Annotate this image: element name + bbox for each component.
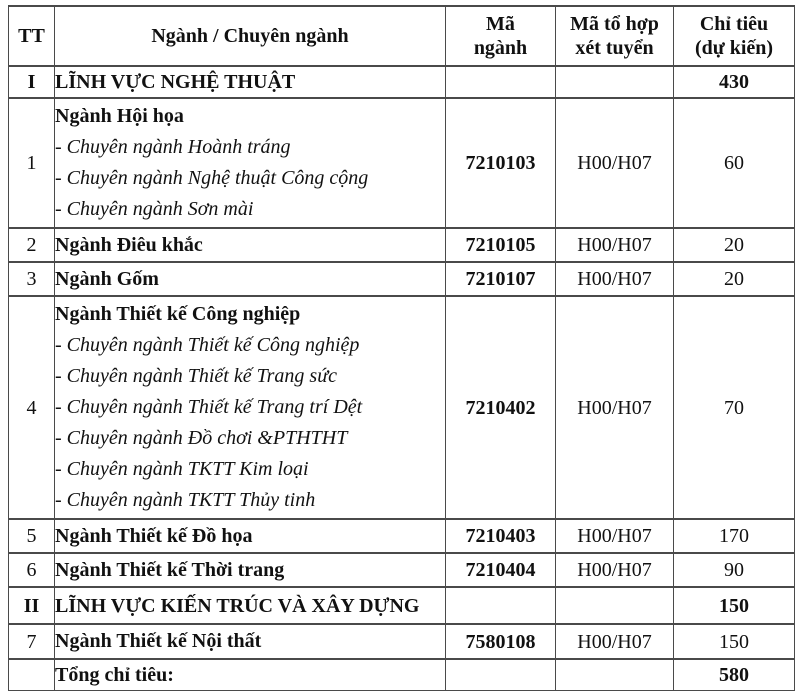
row-ma-to-hop: H00/H07 (556, 98, 674, 228)
table-row-major-7 (9, 624, 795, 659)
row-chi-tieu: 20 (674, 228, 795, 262)
row-ma-to-hop: H00/H07 (556, 296, 674, 519)
row-ma-nganh (446, 659, 556, 691)
major-name: Ngành Hội họa (55, 105, 184, 127)
row-ma-nganh: 7210107 (446, 262, 556, 296)
major-name-cell (55, 624, 446, 659)
row-ma-to-hop: H00/H07 (556, 228, 674, 262)
row-tt: 6 (9, 553, 55, 587)
header-ma-to-hop-line1: Mã tổ hợp (570, 13, 659, 35)
table-row-major-2 (9, 228, 795, 262)
row-ma-to-hop: H00/H07 (556, 262, 674, 296)
table-row-section-II (9, 587, 795, 624)
sub-specialization: - Chuyên ngành Đồ chơi &PTHTHT (55, 427, 348, 449)
row-tt: 2 (9, 228, 55, 262)
sub-specialization: - Chuyên ngành Sơn mài (55, 198, 254, 220)
row-chi-tieu: 170 (674, 519, 795, 553)
header-ma-nganh-line1: Mã (486, 13, 515, 35)
row-chi-tieu: 150 (674, 587, 795, 624)
major-name: Ngành Thiết kế Đồ họa (55, 524, 253, 547)
row-chi-tieu: 580 (674, 659, 795, 691)
row-chi-tieu: 90 (674, 553, 795, 587)
row-ma-to-hop (556, 66, 674, 98)
sub-specialization: - Chuyên ngành TKTT Thủy tinh (55, 489, 316, 511)
row-ma-nganh: 7210402 (446, 296, 556, 519)
section-name (55, 587, 446, 624)
row-chi-tieu: 430 (674, 66, 795, 98)
header-chi-tieu-line2: (dự kiến) (694, 37, 774, 59)
major-name-cell (55, 553, 446, 587)
section-name-text: LĨNH VỰC NGHỆ THUẬT (55, 71, 296, 93)
header-nganh: Ngành / Chuyên ngành (55, 6, 446, 66)
row-tt: II (9, 587, 55, 624)
row-ma-nganh: 7210105 (446, 228, 556, 262)
total-label: Tổng chỉ tiêu: (55, 664, 174, 686)
header-ma-nganh (446, 6, 556, 66)
major-name-cell (55, 98, 446, 228)
sub-specialization: - Chuyên ngành Thiết kế Trang sức (55, 365, 337, 387)
header-chi-tieu-line1: Chỉ tiêu (699, 13, 769, 35)
header-tt: TT (9, 6, 55, 66)
major-name: Ngành Thiết kế Công nghiệp (55, 303, 301, 325)
row-tt: I (9, 66, 55, 98)
row-ma-nganh: 7580108 (446, 624, 556, 659)
row-tt: 4 (9, 296, 55, 519)
major-name-cell (55, 296, 446, 519)
header-ma-to-hop-line2: xét tuyển (575, 37, 654, 59)
row-ma-to-hop: H00/H07 (556, 553, 674, 587)
major-name: Ngành Điêu khắc (55, 233, 203, 256)
sub-specialization: - Chuyên ngành TKTT Kim loại (55, 458, 309, 480)
total-label-cell (55, 659, 446, 691)
sub-specialization: - Chuyên ngành Hoành tráng (55, 136, 291, 158)
admission-quota-table (8, 5, 795, 691)
row-tt: 3 (9, 262, 55, 296)
row-chi-tieu: 70 (674, 296, 795, 519)
sub-specialization: - Chuyên ngành Nghệ thuật Công cộng (55, 167, 369, 189)
major-name-cell (55, 228, 446, 262)
row-tt: 7 (9, 624, 55, 659)
row-ma-to-hop: H00/H07 (556, 519, 674, 553)
row-ma-to-hop (556, 587, 674, 624)
row-chi-tieu: 150 (674, 624, 795, 659)
table-row-total (9, 659, 795, 691)
row-tt (9, 659, 55, 691)
row-chi-tieu: 20 (674, 262, 795, 296)
header-ma-to-hop (556, 6, 674, 66)
section-name-text: LĨNH VỰC KIẾN TRÚC VÀ XÂY DỰNG (55, 594, 420, 617)
major-name: Ngành Thiết kế Nội thất (55, 630, 262, 652)
sub-specialization: - Chuyên ngành Thiết kế Trang trí Dệt (55, 396, 363, 418)
row-chi-tieu: 60 (674, 98, 795, 228)
row-ma-nganh: 7210103 (446, 98, 556, 228)
header-chi-tieu (674, 6, 795, 66)
row-tt: 1 (9, 98, 55, 228)
major-name: Ngành Gốm (55, 267, 159, 290)
row-ma-nganh: 7210403 (446, 519, 556, 553)
table-row-major-3 (9, 262, 795, 296)
row-ma-nganh (446, 587, 556, 624)
major-name-cell (55, 519, 446, 553)
table-row-major-6 (9, 553, 795, 587)
row-tt: 5 (9, 519, 55, 553)
table-row-major-1 (9, 98, 795, 228)
row-ma-to-hop: H00/H07 (556, 624, 674, 659)
header-ma-nganh-line2: ngành (473, 37, 528, 59)
row-ma-nganh (446, 66, 556, 98)
table-row-major-4 (9, 296, 795, 519)
major-name: Ngành Thiết kế Thời trang (55, 558, 285, 581)
table-row-section-I (9, 66, 795, 98)
sub-specialization: - Chuyên ngành Thiết kế Công nghiệp (55, 334, 360, 356)
major-name-cell (55, 262, 446, 296)
section-name (55, 66, 446, 98)
row-ma-to-hop (556, 659, 674, 691)
row-ma-nganh: 7210404 (446, 553, 556, 587)
table-row-major-5 (9, 519, 795, 553)
table-header-row (9, 6, 795, 66)
